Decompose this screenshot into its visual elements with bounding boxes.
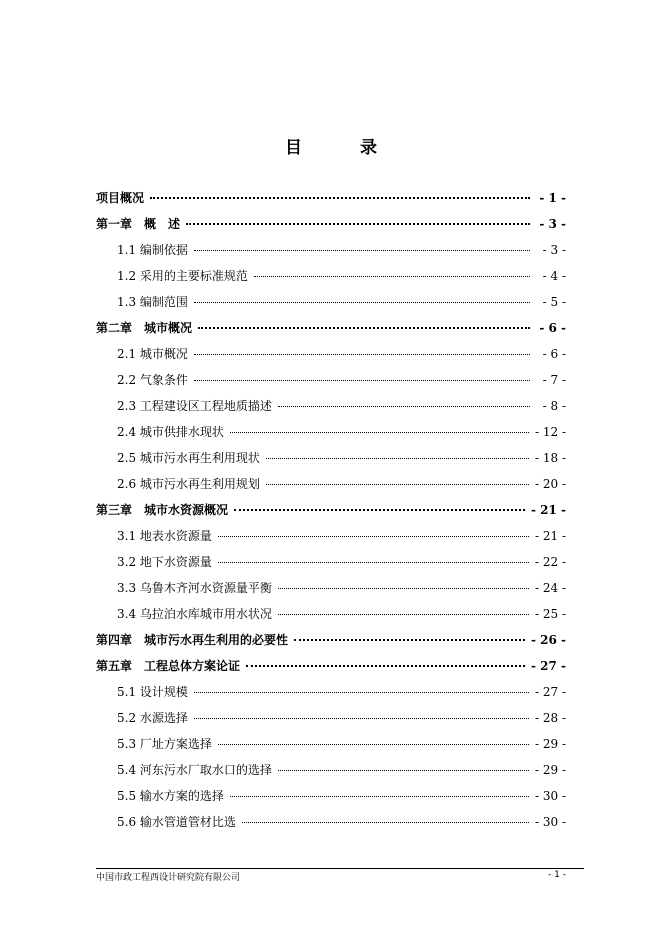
toc-entry-title: 第二章 城市概况 [96,321,193,335]
toc-entry-title: 1.2 采用的主要标准规范 [117,269,248,283]
toc-entry-title: 2.6 城市污水再生利用规划 [117,477,260,491]
dot-leader [254,276,530,277]
page-footer [96,870,566,883]
toc-entry-page: - 18 - [534,451,566,465]
toc-entry-page: - 29 - [534,737,566,751]
toc-entry-page: - 25 - [534,607,566,621]
table-of-contents [96,185,566,835]
toc-entry-page: - 5 - [542,295,566,309]
toc-entry-title: 第一章 概 述 [96,217,181,231]
toc-entry[interactable] [96,367,566,393]
toc-entry[interactable] [96,445,566,471]
toc-entry[interactable] [96,705,566,731]
toc-entry[interactable] [96,731,566,757]
toc-entry-page: - 7 - [542,373,566,387]
toc-entry[interactable] [96,653,566,679]
toc-entry-title: 5.5 输水方案的选择 [117,789,224,803]
toc-entry-title: 第五章 工程总体方案论证 [96,659,241,673]
toc-entry[interactable] [96,471,566,497]
dot-leader [218,744,529,745]
toc-entry[interactable] [96,757,566,783]
toc-entry[interactable] [96,315,566,341]
toc-entry-title: 2.3 工程建设区工程地质描述 [117,399,272,413]
dot-leader [242,822,529,823]
dot-leader [194,302,530,303]
dot-leader [234,509,525,511]
toc-entry-title: 5.2 水源选择 [117,711,188,725]
toc-entry-title: 项目概况 [96,191,145,205]
toc-entry[interactable] [96,627,566,653]
toc-entry-title: 5.6 输水管道管材比选 [117,815,236,829]
toc-entry[interactable] [96,237,566,263]
dot-leader [278,406,530,407]
toc-entry-page: - 3 - [539,217,566,231]
dot-leader [230,432,529,433]
toc-entry-page: - 22 - [534,555,566,569]
toc-entry[interactable] [96,549,566,575]
dot-leader [194,250,530,251]
toc-entry[interactable] [96,497,566,523]
dot-leader [294,639,525,641]
dot-leader [194,380,530,381]
toc-entry-title: 2.1 城市概况 [117,347,188,361]
dot-leader [278,770,529,771]
toc-entry-page: - 20 - [534,477,566,491]
toc-entry-title: 2.4 城市供排水现状 [117,425,224,439]
toc-entry-page: - 12 - [534,425,566,439]
toc-entry-title: 3.2 地下水资源量 [117,555,212,569]
toc-entry[interactable] [96,211,566,237]
toc-entry[interactable] [96,523,566,549]
toc-entry[interactable] [96,185,566,211]
toc-entry[interactable] [96,575,566,601]
toc-entry-title: 5.3 厂址方案选择 [117,737,212,751]
toc-entry-title: 1.3 编制范围 [117,295,188,309]
toc-entry[interactable] [96,341,566,367]
toc-entry-title: 3.3 乌鲁木齐河水资源量平衡 [117,581,272,595]
dot-leader [218,536,529,537]
dot-leader [230,796,529,797]
toc-entry-title: 3.1 地表水资源量 [117,529,212,543]
toc-entry-page: - 30 - [534,815,566,829]
toc-entry-page: - 24 - [534,581,566,595]
toc-entry-page: - 27 - [534,685,566,699]
dot-leader [278,588,529,589]
footer-company: 中国市政工程西设计研究院有限公司 [96,873,241,883]
toc-entry[interactable] [96,419,566,445]
toc-entry-page: - 4 - [542,269,566,283]
toc-entry-title: 3.4 乌拉泊水库城市用水状况 [117,607,272,621]
toc-entry[interactable] [96,783,566,809]
toc-entry-title: 2.5 城市污水再生利用现状 [117,451,260,465]
dot-leader [218,562,529,563]
toc-entry-page: - 29 - [534,763,566,777]
dot-leader [186,223,530,225]
dot-leader [266,458,529,459]
toc-entry-title: 第四章 城市污水再生利用的必要性 [96,633,289,647]
toc-entry-page: - 6 - [539,321,566,335]
toc-entry-page: - 8 - [542,399,566,413]
toc-entry[interactable] [96,601,566,627]
toc-entry-page: - 21 - [530,503,566,517]
toc-entry-page: - 30 - [534,789,566,803]
toc-entry-title: 2.2 气象条件 [117,373,188,387]
dot-leader [194,354,530,355]
toc-entry-page: - 21 - [534,529,566,543]
toc-entry-page: - 28 - [534,711,566,725]
toc-entry-page: - 6 - [542,347,566,361]
toc-entry-page: - 3 - [542,243,566,257]
toc-entry-title: 5.4 河东污水厂取水口的选择 [117,763,272,777]
footer-page-number: - 1 - [548,870,566,880]
dot-leader [266,484,529,485]
toc-entry-page: - 1 - [539,191,566,205]
toc-heading: 目 录 [285,138,403,158]
toc-entry-title: 第三章 城市水资源概况 [96,503,229,517]
dot-leader [198,327,530,329]
toc-entry-page: - 27 - [530,659,566,673]
toc-entry[interactable] [96,263,566,289]
dot-leader [194,718,529,719]
toc-entry-title: 5.1 设计规模 [117,685,188,699]
dot-leader [194,692,529,693]
footer-divider [96,868,584,869]
toc-entry[interactable] [96,393,566,419]
toc-entry-page: - 26 - [530,633,566,647]
toc-entry[interactable] [96,679,566,705]
toc-entry[interactable] [96,289,566,315]
dot-leader [150,197,530,199]
toc-entry[interactable] [96,809,566,835]
dot-leader [278,614,529,615]
dot-leader [246,665,525,667]
toc-entry-title: 1.1 编制依据 [117,243,188,257]
